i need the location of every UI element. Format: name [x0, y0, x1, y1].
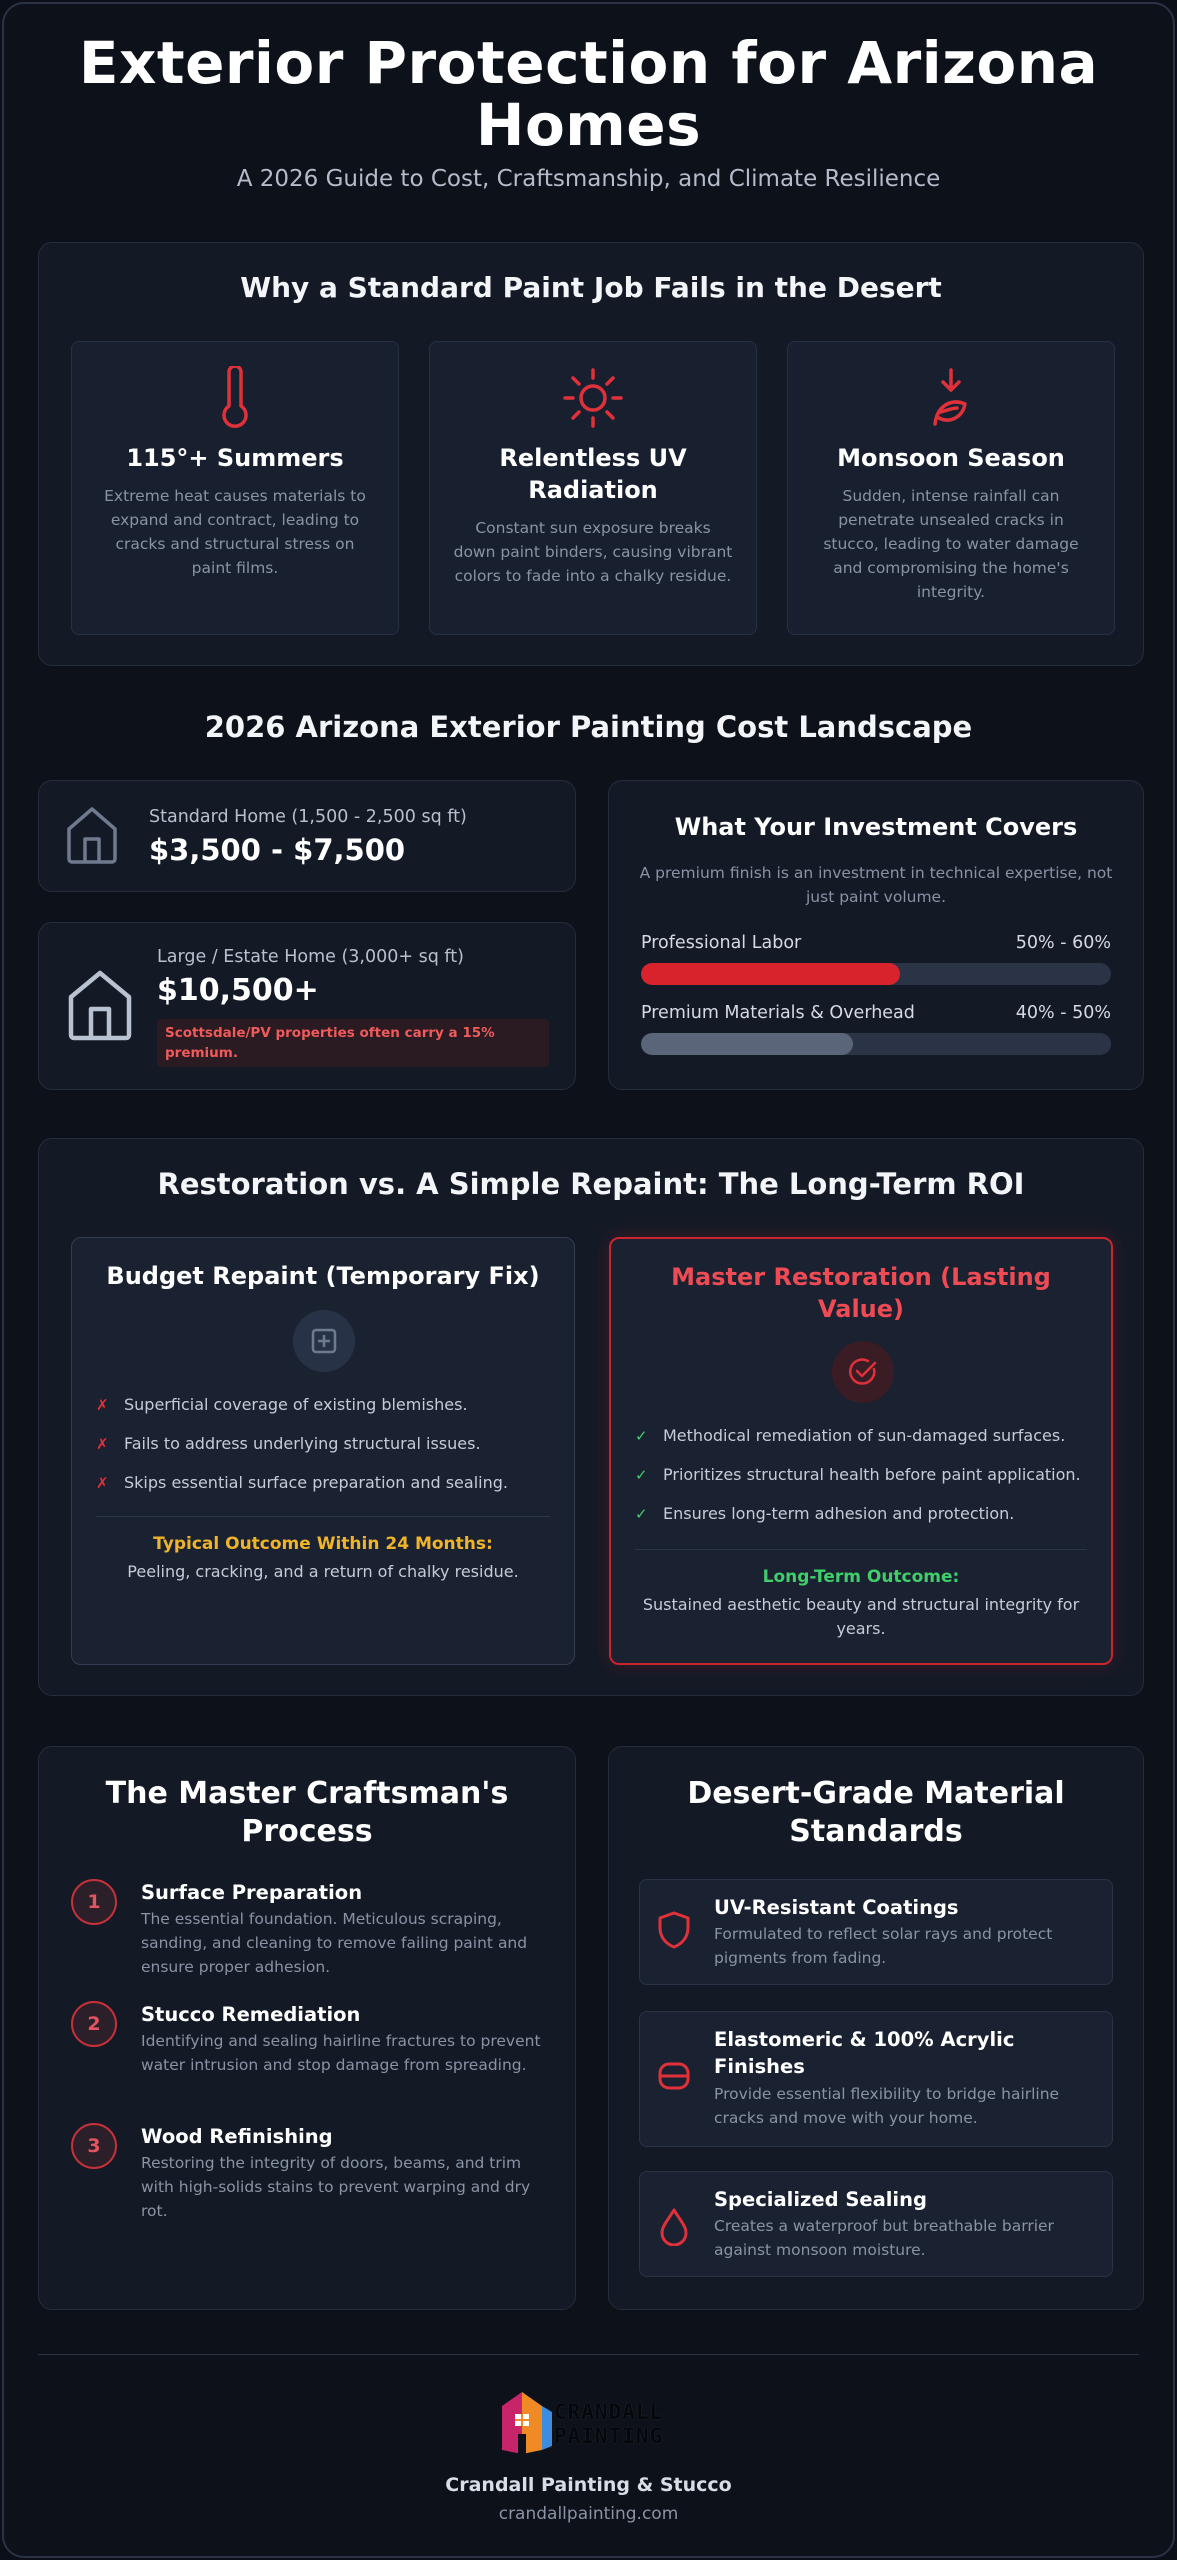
- master-item-2: ✓ Prioritizes structural health before paint application.: [635, 1465, 1081, 1484]
- why-section: [38, 242, 1144, 666]
- cost-standard-label: Standard Home (1,500 - 2,500 sq ft): [149, 807, 467, 827]
- material-uv-text: Formulated to reflect solar rays and protect pigments from fading.: [714, 1925, 1053, 1967]
- cost-large-value: $10,500+: [157, 973, 319, 1008]
- master-divider: [635, 1549, 1087, 1550]
- flex-icon: [656, 2058, 692, 2098]
- material-sealing-title: Specialized Sealing: [714, 2188, 927, 2211]
- step-3-number: 3: [71, 2123, 117, 2169]
- material-uv-title: UV-Resistant Coatings: [714, 1896, 959, 1919]
- budget-item-3: ✗ Skips essential surface preparation and sealing.: [96, 1473, 508, 1492]
- material-uv-card: [639, 1879, 1113, 1985]
- why-card-uv: [429, 341, 757, 635]
- cost-section-title: 2026 Arizona Exterior Painting Cost Landscape: [204, 710, 973, 744]
- cost-large-label: Large / Estate Home (3,000+ sq ft): [157, 947, 464, 967]
- master-item-3: ✓ Ensures long-term adhesion and protection.: [635, 1504, 1015, 1523]
- step-1-title: Surface Preparation: [141, 1881, 363, 1904]
- materials-title: Desert-Grade Material Standards: [687, 1776, 1065, 1849]
- bar-materials: [641, 1003, 1111, 1059]
- material-sealing-text: Creates a waterproof but breathable barrier against monsoon moisture.: [714, 2217, 1054, 2259]
- investment-card: [608, 780, 1144, 1090]
- house-icon: [65, 805, 119, 869]
- process-section: [38, 1746, 576, 2310]
- investment-desc: A premium finish is an investment in technical expertise, not just paint volume.: [639, 864, 1113, 906]
- materials-section: [608, 1746, 1144, 2310]
- step-2-text: Identifying and sealing hairline fractures to prevent water intrusion and stop damage from spreading.: [141, 2032, 541, 2074]
- house-icon-large: [67, 969, 133, 1045]
- thermometer-icon: [72, 366, 398, 432]
- step-2-title: Stucco Remediation: [141, 2003, 361, 2026]
- step-1-number: 1: [71, 1879, 117, 1925]
- master-item-1: ✓ Methodical remediation of sun-damaged surfaces.: [635, 1426, 1066, 1445]
- droplet-icon: [656, 2206, 692, 2250]
- why-card-uv-title: Relentless UV Radiation: [499, 444, 687, 504]
- bar-labor-range: 50% - 60%: [1015, 933, 1111, 953]
- bar-materials-track: [641, 1033, 1111, 1055]
- step-2-number: 2: [71, 2001, 117, 2047]
- master-outcome-text: Sustained aesthetic beauty and structural integrity for years.: [642, 1595, 1080, 1638]
- material-sealing-card: [639, 2171, 1113, 2277]
- cost-standard-value: $3,500 - $7,500: [149, 833, 406, 867]
- check-icon: ✓: [635, 1427, 648, 1445]
- cost-large-card: [38, 922, 576, 1090]
- budget-item-1: ✗ Superficial coverage of existing blemishes.: [96, 1395, 468, 1414]
- page-subtitle: A 2026 Guide to Cost, Craftsmanship, and Climate Resilience: [236, 166, 941, 192]
- bar-materials-label: Premium Materials & Overhead: [641, 1003, 915, 1023]
- master-restoration-card: [609, 1237, 1113, 1665]
- master-title: Master Restoration (Lasting Value): [671, 1263, 1051, 1323]
- why-card-heat-title: 115°+ Summers: [126, 444, 344, 472]
- bar-labor-track: [641, 963, 1111, 985]
- bar-labor: [641, 933, 1111, 989]
- patch-icon: [293, 1310, 355, 1372]
- step-3-title: Wood Refinishing: [141, 2125, 333, 2148]
- check-badge-icon: [832, 1341, 894, 1403]
- bar-labor-fill: [641, 963, 900, 985]
- rain-leaf-icon: [788, 366, 1114, 432]
- why-card-heat-text: Extreme heat causes materials to expand and contract, leading to cracks and structural stress on paint films.: [104, 487, 366, 577]
- infographic-frame: [2, 2, 1175, 2558]
- logo-wordmark: CRANDALL PAINTING: [554, 2400, 664, 2448]
- why-card-monsoon: [787, 341, 1115, 635]
- cross-icon: ✗: [96, 1435, 109, 1453]
- check-icon: ✓: [635, 1466, 648, 1484]
- header: [4, 29, 1173, 192]
- company-url[interactable]: crandallpainting.com: [498, 2504, 679, 2524]
- budget-outcome-text: Peeling, cracking, and a return of chalky residue.: [127, 1562, 519, 1581]
- why-card-monsoon-title: Monsoon Season: [837, 444, 1065, 472]
- page-title: Exterior Protection for Arizona Homes: [78, 29, 1099, 159]
- check-icon: ✓: [635, 1505, 648, 1523]
- shield-icon: [656, 1910, 692, 1954]
- budget-item-2: ✗ Fails to address underlying structural issues.: [96, 1434, 481, 1453]
- logo-house-icon: [498, 2388, 556, 2458]
- budget-repaint-card: [71, 1237, 575, 1665]
- master-outcome-title: Long-Term Outcome:: [762, 1567, 960, 1587]
- roi-section-title: Restoration vs. A Simple Repaint: The Long-Term ROI: [157, 1167, 1025, 1201]
- material-elastomeric-title: Elastomeric & 100% Acrylic Finishes: [714, 2028, 1015, 2078]
- bar-materials-fill: [641, 1033, 853, 1055]
- bar-labor-label: Professional Labor: [641, 933, 802, 953]
- why-card-monsoon-text: Sudden, intense rainfall can penetrate unsealed cracks in stucco, leading to water damage and compromising the home's integrity.: [823, 487, 1079, 601]
- bar-materials-range: 40% - 50%: [1015, 1003, 1111, 1023]
- step-3-text: Restoring the integrity of doors, beams, and trim with high-solids stains to prevent warping and dry rot.: [141, 2154, 531, 2220]
- why-section-title: Why a Standard Paint Job Fails in the Desert: [240, 271, 942, 304]
- step-1-text: The essential foundation. Meticulous scraping, sanding, and cleaning to remove failing paint and ensure proper adhesion.: [141, 1910, 528, 1976]
- company-logo: [494, 2388, 694, 2458]
- budget-outcome-title: Typical Outcome Within 24 Months:: [153, 1534, 493, 1554]
- footer-divider: [38, 2354, 1139, 2355]
- why-card-heat: [71, 341, 399, 635]
- budget-title: Budget Repaint (Temporary Fix): [106, 1262, 540, 1290]
- cost-standard-card: [38, 780, 576, 892]
- cross-icon: ✗: [96, 1396, 109, 1414]
- material-elastomeric-text: Provide essential flexibility to bridge hairline cracks and move with your home.: [714, 2085, 1060, 2127]
- cross-icon: ✗: [96, 1474, 109, 1492]
- roi-section: [38, 1138, 1144, 1696]
- why-card-uv-text: Constant sun exposure breaks down paint binders, causing vibrant colors to fade into a chalky residue.: [453, 519, 733, 585]
- investment-title: What Your Investment Covers: [674, 813, 1078, 841]
- material-elastomeric-card: [639, 2011, 1113, 2147]
- sun-icon: [430, 366, 756, 432]
- budget-divider: [96, 1516, 550, 1517]
- cost-premium-note: Scottsdale/PV properties often carry a 15% premium.: [157, 1019, 549, 1067]
- process-title: The Master Craftsman's Process: [105, 1776, 509, 1849]
- company-name: Crandall Painting & Stucco: [445, 2474, 732, 2496]
